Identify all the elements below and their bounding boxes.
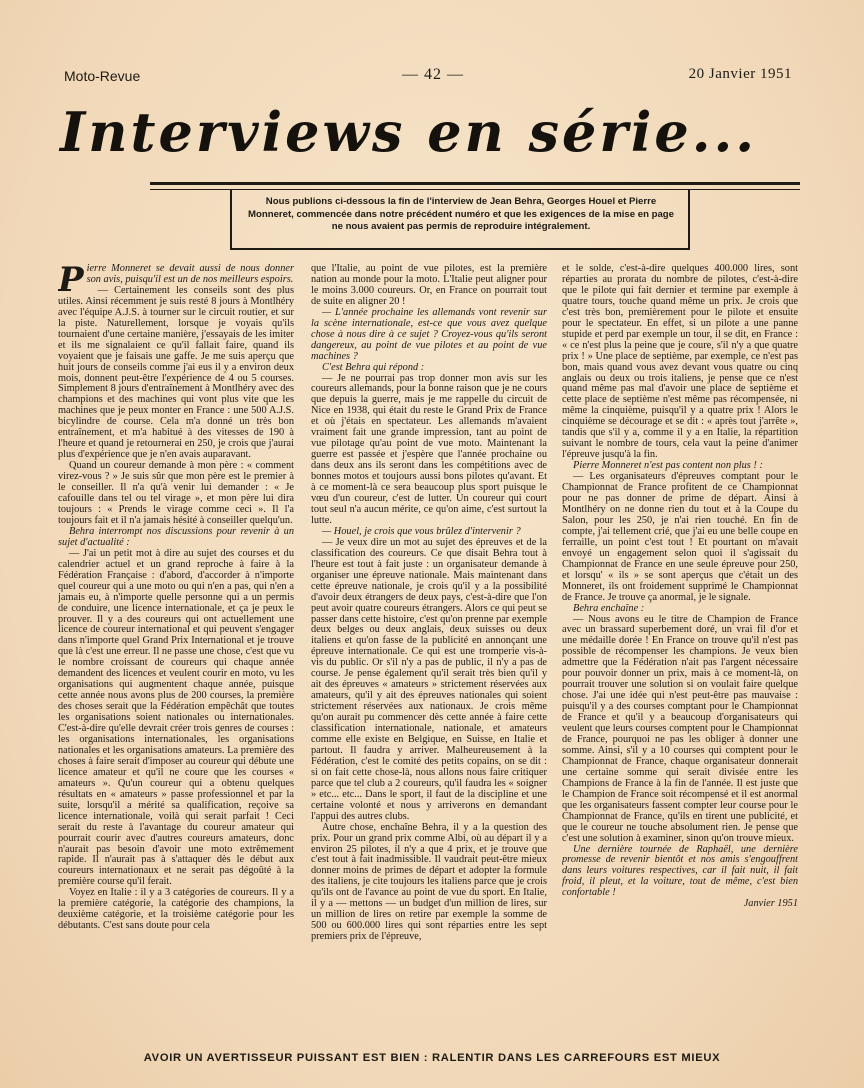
- issue-date: 20 Janvier 1951: [688, 66, 792, 82]
- paragraph-text: — Nous avons eu le titre de Champion de France avec un brassard superbement doré, un vrai fil d'or et une médaille dorée ! En France on trouve qu'il n'est pas possible de récompenser les champions. Je veux bien admettre que la Fédération n'ait pas l'argent nécessaire pour pouvoir donner un prix, mais à ce moment-là, on pourrait trouver une solution si on voulait faire quelque chose. J'ai une idée qui n'est peut-être pas mauvaise : puisqu'il y a des courses comptant pour le Championnat de France et qu'il y a beaucoup d'organisateurs qui veulent que leurs courses comptent pour le Championnat de France, pourquoi ne pas les obliger à donner une somme. Ainsi, s'il y a 10 courses qui comptent pour le Championnat de France, chaque organisateur donnerait une certaine somme qui serait divisée entre les Champions de France à la fin de l'année. Il est juste que le Champion de France soit récompensé et il est anormal que les organisateurs fassent compter leur course pour le Championnat de France, qu'ils en tirent une publicité, et que le coureur ne touche absolument rien. Je pense que c'est une solution à examiner, sinon qu'on trouve mieux.: [562, 613, 798, 844]
- paragraph: [58, 527, 294, 549]
- title-rule-thick: [150, 182, 800, 185]
- paragraph-text: Behra interrompt nos discussions pour revenir à un sujet d'actualité :: [58, 525, 294, 548]
- paragraph: [311, 264, 547, 308]
- column-2: [311, 264, 547, 1040]
- paragraph-text: — L'année prochaine les allemands vont revenir sur la scène internationale, est-ce que vous avez quelque chose à nous dire à ce sujet ? Croyez-vous qu'ils seront dangereux, au point de vue pilotes et au point de vue machines ?: [311, 306, 547, 362]
- paragraph-text: Quand un coureur demande à mon père : « comment virez-vous ? » Je suis sûr que mon père est le premier à le conseiller. Il n'a qu'à venir lui demander : « Je cafouille dans tel ou tel virage », et mon père lui dira toujours : « Prends le virage comme ceci ». Il l'a toujours fait et il n'a jamais hésité à conseiller quelqu'un.: [58, 460, 294, 526]
- paragraph: [562, 264, 798, 461]
- paragraph-text: et le solde, c'est-à-dire quelques 400.000 lires, sont réparties au prorata du nombre de pilotes, c'est-à-dire que le pilote qui fait dernier et termine par exemple à quatre tours, touche quand même un prix. Je crois que c'est très bon, premièrement pour le pilote et ensuite pour le spectateur. En effet, si un pilote a une panne stupide et perd par exemple un tour, il se dit, en France : « ce n'est plus la peine que je coure, s'il n'y a que quatre prix ! » Une place de septième, par exemple, ce n'est pas bon, mais quand vous avez devant vous quatre ou cinq anglais ou deux ou trois italiens, je pense que ce n'est quand même pas mal d'avoir une place de septième et cette place de septième n'est même pas récompensée, ni même la cinquième, puisqu'il y a quatre prix ! Alors le cinquième se décourage et se dit : « après tout j'arrête », tandis que s'il y a, comme il y a en Italie, la répartition suivant le nombre de tours, cela vaut la peine d'animer l'épreuve jusqu'à la fin.: [562, 264, 798, 461]
- paragraph: [562, 899, 798, 910]
- running-header: [64, 64, 792, 88]
- journal-name: Moto-Revue: [64, 68, 141, 84]
- paragraph-text: — Je veux dire un mot au sujet des épreuves et de la classification des coureurs. Ce que disait Behra tout à l'heure est tout à fait juste : un organisateur demande à organiser une épreuve nationale. Mais maintenant dans cette épreuve nationale, je crois qu'il y a la possibilité d'avoir deux étrangers de deux pays, c'est-à-dire que l'on peut avoir quatre coureurs étrangers. Alors ce qui peut se passer dans cette histoire, c'est qu'on prenne par exemple deux belges ou deux anglais, deux suisses ou deux italiens et qu'on fasse de la publicité en annonçant une épreuve internationale. Ce qui est une tromperie vis-à-vis du public. Or s'il n'y a pas de public, il n'y a pas de course. Je pense également qu'il serait très bien qu'il y ait des épreuves « amateurs » strictement réservées aux amateurs, qu'il y ait des épreuves nationales qui soient strictement réservées aux nationaux. Je crois même qu'on aurait pu commencer dès cette année à faire cette classification internationale, nationale, et amateurs comme elle existe en Belgique, en Suisse, en Italie et partout. Il faudra y arriver. Malheureusement à la Fédération, c'est le comité des petits copains, on se dit : si on fait cette chose-là, nous allons nous faire critiquer parce que tel club a 2 coureurs, qu'il faudra les « soigner » etc... etc... Dans le sport, il faut de la discipline et une certaine volonté et nous y arriverons en demandant l'appui des autres clubs.: [311, 536, 547, 822]
- paragraph: [311, 308, 547, 363]
- paragraph-text: Janvier 1951: [743, 898, 798, 910]
- paragraph-text: Pierre Monneret n'est pas content non plus ! :: [573, 460, 763, 472]
- drop-cap: P: [58, 264, 84, 300]
- paragraph-text: que l'Italie, au point de vue pilotes, est la première nation au monde pour la moto. L'Italie peut aligner pour le moins 3.000 coureurs. Or, en France on pourrait tout de suite en aligner 20 !: [311, 264, 547, 307]
- paragraph: [58, 264, 294, 300]
- article-body: [58, 264, 798, 1040]
- paragraph: [311, 823, 547, 943]
- paragraph-text: ierre Monneret se devait aussi de nous donner son avis, puisqu'il est un de nos meilleurs espoirs.: [86, 264, 294, 285]
- paragraph-text: Voyez en Italie : il y a 3 catégories de coureurs. Il y a la première catégorie, la catégorie des champions, la deuxième catégorie, et la troisième catégorie pour les débutants. C'est sans doute pour cela: [58, 887, 294, 932]
- intro-box: Nous publions ci-dessous la fin de l'interview de Jean Behra, Georges Houel et Pierre Monneret, commencée dans notre précédent numéro et que les exigences de la mise en page ne nous avaient pas permis de reproduire intégralement.: [230, 190, 690, 250]
- column-1: [58, 264, 294, 1040]
- paragraph: [562, 615, 798, 845]
- paragraph-text: — Les organisateurs d'épreuves comptant pour le Championnat de France profitent de ce Championnat pour ne pas donner de prime de départ. Ainsi à Montlhéry on ne donne rien du tout et à la Coupe du Salon, pour les 250, je n'ai rien touché. En fin de compte, j'ai tellement crié, que j'ai eu une belle coupe en ferraille, un point c'est tout ! Et pourtant on m'avait envoyé un engagement selon quoi il s'agissait du Championnat de France en une seule épreuve pour 250, et lorsqu' « ils » se sont aperçus que c'était un des Monneret, ils ont froidement supprimé le Championnat de France. Je trouve ça anormal, je le signale.: [562, 471, 798, 603]
- paragraph-text: Autre chose, enchaîne Behra, il y a la question des prix. Pour un grand prix comme Albi, où au départ il y a environ 25 pilotes, il n'y a que 4 prix, et je trouve que c'est tout à fait inadmissible. Il vaudrait peut-être mieux donner moins de primes de départ et adopter la formule des italiens, je cite toujours les italiens parce que je crois qu'ils ont de l'avance au point de vue du sport. En Italie, il y a — mettons — un budget d'un million de lires, sur un million de lires on retire par exemple la somme de 500 ou 600.000 lires qui sont réparties entre les sept premiers prix de l'épreuve,: [311, 821, 547, 943]
- article-title: Interviews en série...: [60, 100, 758, 164]
- paragraph-text: C'est Behra qui répond :: [322, 361, 425, 373]
- paragraph-text: — Houel, je crois que vous brûlez d'intervenir ?: [322, 525, 521, 537]
- paragraph-text: Behra enchaîne :: [573, 602, 645, 614]
- paragraph-text: — J'ai un petit mot à dire au sujet des courses et du calendrier actuel et un grand reproche à faire à la Fédération Française : d'abord, d'accorder à n'importe quel coureur qui a une moto ou qui n'en a pas, qui n'en a jamais eu, à n'importe quelle personne qui a un permis de conduire, une licence internationale, et ça je peux le prouver. Il y a des coureurs qui ont actuellement une licence de coureur international et qui peuvent s'engager dans n'importe quel Grand Prix International et je trouve que là c'est une erreur. Il ne passe une chose, c'est que vu le nombre croissant de coureurs qui chaque année demandent des licences et veulent courir en moto, vu les organisations qui augmentent chaque année, puisque cette année nous avons plus de 200 courses, la première des choses serait que la Fédération empêchât que toutes les organisations soient nationales ou internationales. C'est-à-dire qu'elle devrait créer trois genres de courses : les organisations internationales, les organisations nationales et les organisations amateurs. La première des choses à faire serait d'imposer au coureur qui débute une licence amateur et qu'il ne coure que les courses « amateurs ». Qu'un coureur qui a obtenu quelques résultats en « amateurs » passe professionnel et par la suite, lorsqu'il a mérité sa qualification, reçoive sa licence internationale, voilà qui serait parfait ! Ceci serait du reste à l'avantage du coureur amateur qui pourrait courir avec d'autres coureurs amateurs, donc n'aurait pas besoin d'avoir une moto extrêmement rapide. Il n'aurait pas à s'attaquer dès le début aux coureurs internationaux et ne serait pas dégoûté à la première course qu'il ferait.: [58, 547, 294, 888]
- paragraph: [58, 888, 294, 932]
- paragraph: [311, 374, 547, 527]
- paragraph: [562, 472, 798, 603]
- paragraph-text: Une dernière tournée de Raphaël, une dernière promesse de revenir bientôt et nos amis s'engouffrent dans leurs voitures respectives, car il fait nuit, il fait froid, il pleut, et la voiture, tout de même, c'est bien confortable !: [562, 843, 798, 899]
- paragraph: [58, 549, 294, 889]
- paragraph-text: — Certainement les conseils sont des plus utiles. Ainsi récemment je suis resté 8 jours à Montlhéry avec l'équipe A.J.S. à tourner sur le circuit routier, et sur la piste. Naturellement, lorsque je voyais qu'ils tournaient d'une certaine manière, j'essayais de les imiter et ils me signalaient ce qu'il fallait faire, quand ils voyaient que je faisais une gaffe. Je me suis aperçu que huit jours de conseils comme j'ai eus il y a environ deux mois, donnent peut-être l'expérience de 4 ou 5 courses. Simplement 8 jours d'entraînement à Montlhéry avec des champions et des machines qui vont plus vite que les machines que je peux monter en France : une 500 A.J.S. bicylindre de course. Cela m'a donné un très bon entraînement, et m'a habitué à des vitesses de 190 à l'heure et quand je retournerai en 250, je crois que j'aurai plus d'expérience que je n'en avais auparavant.: [58, 284, 294, 461]
- footer-slogan: AVOIR UN AVERTISSEUR PUISSANT EST BIEN : RALENTIR DANS LES CARREFOURS EST MIEUX: [143, 1052, 721, 1064]
- column-3: [562, 264, 798, 1040]
- paragraph: [58, 286, 294, 461]
- paragraph: [58, 461, 294, 527]
- paragraph: [311, 538, 547, 823]
- paragraph: [562, 845, 798, 900]
- page-number: — 42 —: [402, 66, 464, 83]
- paragraph-text: — Je ne pourrai pas trop donner mon avis sur les coureurs allemands, pour la bonne raison que je ne cours que depuis la guerre, mais je me rappelle du circuit de Nice en 1938, qui était du reste le Grand Prix de France et où j'étais en spectateur. Les allemands m'avaient vraiment fait une grande impression, tant au point de vue pilotage qu'au point de vue moto. Maintenant la guerre est passée et j'espère que l'année prochaine ou dans deux ans ils seront dans les compétitions avec de bonnes motos et toujours aussi bons pilotes qu'avant. Et à ce moment-là ce sera beaucoup plus sport puisque le vœu d'un coureur, c'est de lutter. Un coureur qui court tout seul n'a aucun mérite, ce qu'on aime, c'est surtout la lutte.: [311, 372, 547, 526]
